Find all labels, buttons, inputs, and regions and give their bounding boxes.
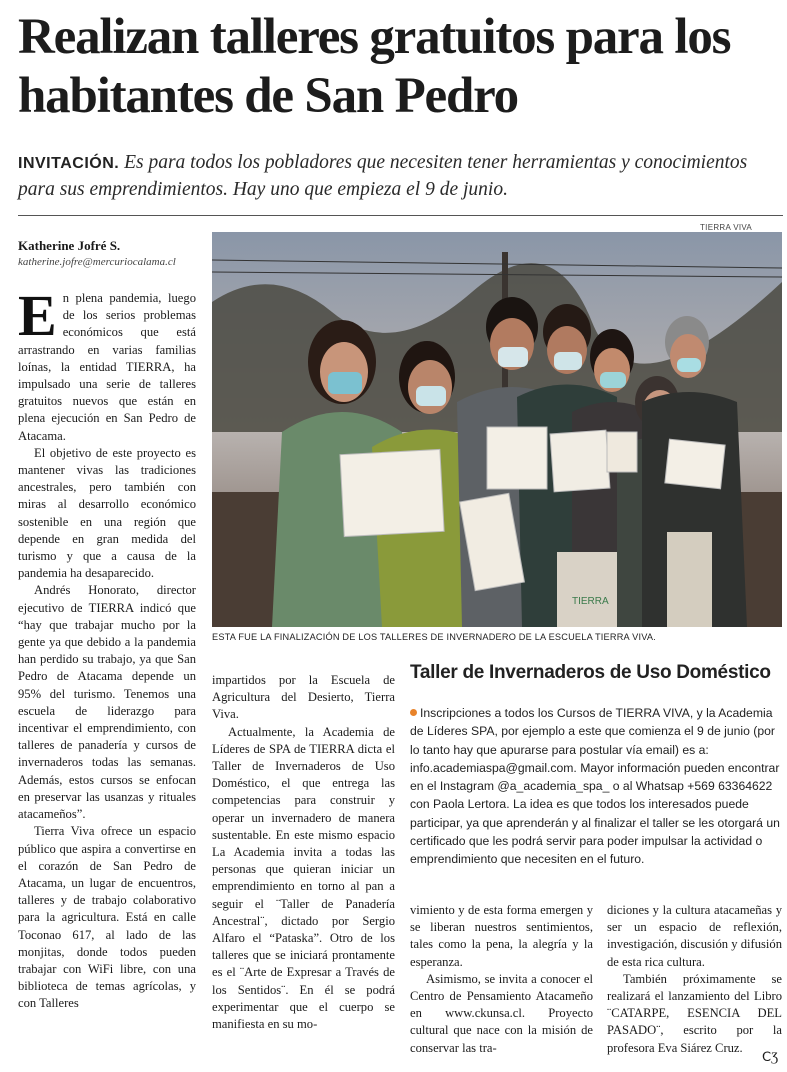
paragraph: diciones y la cultura atacameñas y ser un espacio de reflexión, investigación, discusión y difusión de esta rica cultura. bbox=[607, 903, 782, 969]
byline-author: Katherine Jofré S. bbox=[18, 238, 121, 253]
sidebar-title: Taller de Invernaderos de Uso Doméstico bbox=[410, 662, 771, 683]
paragraph: Andrés Honorato, director ejecutivo de TIERRA indicó que “hay que trabajar mucho por la gente ya que debido a la pandemia han perdido su trabajo, ya que San Pedro de Atacama depende un 95% del turismo. Tenemos una escuela de liderazgo para incentivar el emprendimiento, con talleres de panadería y cursos de invernaderos todas las semanas. Además, estos cursos se enfocan en preservar las usanzas y rituales atacameños”. bbox=[18, 583, 196, 822]
deck-text: Es para todos los pobladores que necesiten tener herramientas y conocimientos para sus emprendimientos. Hay uno que empieza el 9 de junio. bbox=[18, 152, 748, 200]
deck-divider bbox=[18, 215, 783, 216]
paragraph: impartidos por la Escuela de Agricultura del Desierto, Tierra Viva. bbox=[212, 673, 395, 722]
bullet-icon bbox=[410, 709, 417, 716]
deck-kicker: INVITACIÓN. bbox=[18, 155, 120, 172]
paragraph: El objetivo de este proyecto es mantener vivas las tradiciones ancestrales, pero también con miras al desarrollo económico sostenible en una región que depende en gran medida del turismo y que a causa de la pandemia ha desaparecido. bbox=[18, 445, 196, 581]
paragraph: Tierra Viva ofrece un espacio público que aspira a convertirse en el corazón de San Pedro de Atacama, un lugar de encuentros, talleres y de trabajo colaborativo para la agricultura. Está en calle Toconao 617, al lado de las monjitas, donde todos pueden trabajar con WiFi libre, con una biblioteca de temas agrícolas, y con Talleres bbox=[18, 824, 196, 1011]
bag-print: TIERRA bbox=[572, 596, 609, 607]
paragraph: En plena pandemia, luego de los serios problemas económicos que está arrastrando en varias familias loínas, la entidad TIERRA, ha impulsado una serie de talleres gratuitos nuevos que están en plena ejecución en San Pedro de Atacama. bbox=[18, 283, 196, 443]
drop-cap: E bbox=[18, 283, 57, 348]
photo-credit: TIERRA VIVA bbox=[700, 223, 753, 232]
photo-caption: ESTA FUE LA FINALIZACIÓN DE LOS TALLERES DE INVERNADERO DE LA ESCUELA TIERRA VIVA. bbox=[212, 632, 656, 642]
end-mark: ⅭƷ bbox=[762, 1049, 779, 1064]
sidebar-text: Inscripciones a todos los Cursos de TIERRA VIVA, y la Academia de Líderes SPA, por ejemplo a este que comienza el 9 de junio (por lo tanto hay que apurarse para postular vía email) es a: info.academiaspa@gmail.com. Mayor información pueden encontrar en el Instagram @a_academia_spa_ o al Whatsap +569 63364622 con Paola Lertora. La idea es que todos los interesados puede participar, ya que aprenderán y al finalizar el taller se les otorgará un certificado que les podrá servir para poder impulsar la actividad o emprendimiento que necesiten en el futuro. bbox=[410, 706, 780, 867]
headline: Realizan talleres gratuitos para los habitantes de San Pedro bbox=[18, 9, 731, 124]
body-column-2 bbox=[212, 672, 395, 1033]
byline-email: katherine.jofre@mercuriocalama.cl bbox=[18, 256, 176, 268]
paragraph: vimiento y de esta forma emergen y se liberan nuestros sentimientos, tales como la pena, la alegría y la esperanza. bbox=[410, 903, 593, 969]
paragraph: Asimismo, se invita a conocer el Centro de Pensamiento Atacameño en www.ckunsa.cl. Proyecto cultural que nace con la misión de conservar las tra- bbox=[410, 971, 593, 1055]
body-column-3 bbox=[410, 902, 593, 1057]
workshop-graduates-image bbox=[212, 232, 782, 627]
body-column-4 bbox=[607, 902, 782, 1057]
deck bbox=[18, 150, 783, 203]
body-column-1 bbox=[18, 283, 196, 1013]
group-photo bbox=[212, 232, 782, 627]
paragraph: Actualmente, la Academia de Líderes de SPA de TIERRA dicta el Taller de Invernaderos de Uso Doméstico, el que entrega las competencias para construir y operar un invernadero de manera sustentable. En este mismo espacio La Academia invita a todas las personas que quieran iniciar un emprendimiento en torno al pan a seguir el ¨Taller de Panadería Ancestral¨, dictado por Sergio Alfaro el “Pataska”. Otro de los talleres que se iniciará prontamente es el ¨Arte de Expresar a Través de los Sentidos¨. En él se podrá experimentar que el cuerpo se manifiesta en su mo- bbox=[212, 724, 395, 1032]
paragraph: También próximamente se realizará el lanzamiento del Libro ¨CATARPE, ESENCIA DEL PASADO¨, escrito por la profesora Eva Siárez Cruz. bbox=[607, 971, 782, 1055]
